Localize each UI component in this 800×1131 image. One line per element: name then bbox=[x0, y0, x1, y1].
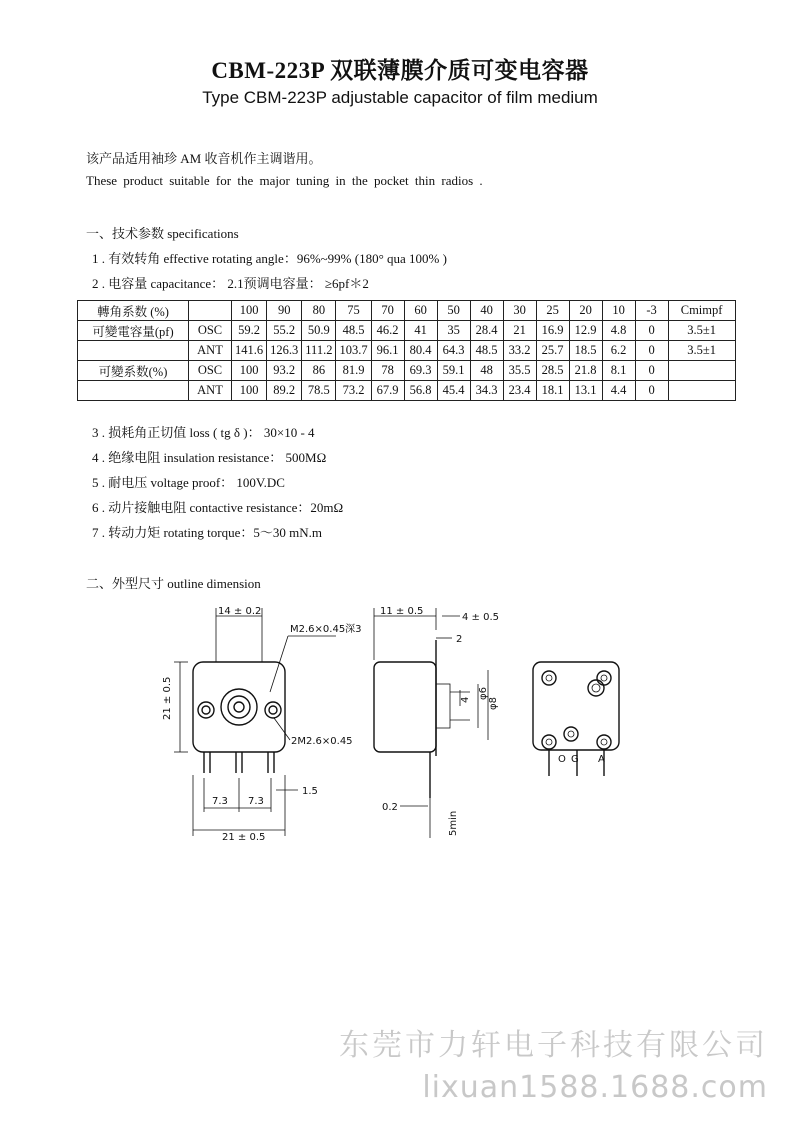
table-cell: ANT bbox=[189, 381, 232, 401]
table-header-row bbox=[78, 301, 736, 321]
table-cell: 67.9 bbox=[371, 381, 404, 401]
table-cell: 35.5 bbox=[503, 361, 536, 381]
table-cell: 3.5±1 bbox=[668, 341, 735, 361]
table-cell: 111.2 bbox=[302, 341, 336, 361]
table-cell: 45.4 bbox=[437, 381, 470, 401]
table-cell: 可變系数(%) bbox=[78, 361, 189, 381]
table-cell: 4.4 bbox=[602, 381, 635, 401]
table-cell: 20 bbox=[569, 301, 602, 321]
table-cell: 30 bbox=[503, 301, 536, 321]
param-capacitance: 2 . 电容量 capacitance： 2.1预调电容量： ≥6pf＊2 bbox=[92, 276, 369, 291]
dim-4-vertical: 4 bbox=[460, 696, 471, 703]
page-subtitle: Type CBM-223P adjustable capacitor of film medium bbox=[202, 88, 598, 107]
front-shaft-inner bbox=[228, 696, 250, 718]
dim-2m26: 2M2.6×0.45 bbox=[291, 736, 353, 747]
table-cell bbox=[189, 301, 232, 321]
table-cell: 141.6 bbox=[232, 341, 267, 361]
table-row bbox=[78, 361, 736, 381]
table-cell: 89.2 bbox=[267, 381, 302, 401]
table-cell: 75 bbox=[336, 301, 371, 321]
table-cell: OSC bbox=[189, 321, 232, 341]
intro-english: These product suitable for the major tuning in the pocket thin radios . bbox=[86, 173, 483, 188]
label-o: O bbox=[558, 754, 566, 765]
table-cell: 可變電容量(pf) bbox=[78, 321, 189, 341]
table-cell: 35 bbox=[437, 321, 470, 341]
table-cell: 12.9 bbox=[569, 321, 602, 341]
dim-phi8: φ8 bbox=[488, 697, 499, 710]
table-cell: 41 bbox=[404, 321, 437, 341]
table-cell: 28.5 bbox=[536, 361, 569, 381]
dim-0-2: 0.2 bbox=[382, 802, 398, 813]
table-cell: 69.3 bbox=[404, 361, 437, 381]
table-cell: 28.4 bbox=[470, 321, 503, 341]
label-g: G bbox=[571, 754, 579, 765]
rear-trimmer-bottom bbox=[564, 727, 578, 741]
table-row bbox=[78, 381, 736, 401]
front-hole-left bbox=[198, 702, 214, 718]
table-cell: 10 bbox=[602, 301, 635, 321]
table-cell: 40 bbox=[470, 301, 503, 321]
watermark-company: 东莞市力轩电子科技有限公司 bbox=[339, 1028, 768, 1063]
dim-4: 4 ± 0.5 bbox=[462, 612, 500, 623]
side-view-shaft bbox=[436, 684, 450, 728]
table-cell bbox=[78, 381, 189, 401]
dim-2: 2 bbox=[456, 634, 463, 645]
section-specifications-heading: 一、技术参数 specifications bbox=[86, 226, 239, 241]
table-cell: 126.3 bbox=[267, 341, 302, 361]
table-cell: 59.1 bbox=[437, 361, 470, 381]
table-cell: 13.1 bbox=[569, 381, 602, 401]
page-title: CBM-223P 双联薄膜介质可变电容器 bbox=[211, 58, 589, 83]
table-cell: 4.8 bbox=[602, 321, 635, 341]
table-cell: 80 bbox=[302, 301, 336, 321]
front-hole-right bbox=[265, 702, 281, 718]
table-cell: 50 bbox=[437, 301, 470, 321]
table-row bbox=[78, 341, 736, 361]
table-cell: 100 bbox=[232, 381, 267, 401]
table-cell: 90 bbox=[267, 301, 302, 321]
param-contact-resistance: 6 . 动片接触电阻 contactive resistance：20mΩ bbox=[92, 500, 344, 515]
table-cell bbox=[78, 341, 189, 361]
table-cell: 86 bbox=[302, 361, 336, 381]
table-cell bbox=[668, 381, 735, 401]
dim-1-5: 1.5 bbox=[302, 786, 318, 797]
table-cell: 100 bbox=[232, 301, 267, 321]
table-cell: 78.5 bbox=[302, 381, 336, 401]
table-cell: 0 bbox=[635, 381, 668, 401]
dim-m26-thread: M2.6×0.45深3 bbox=[290, 624, 362, 635]
table-cell: 33.2 bbox=[503, 341, 536, 361]
table-cell: 16.9 bbox=[536, 321, 569, 341]
table-cell: 34.3 bbox=[470, 381, 503, 401]
dim-21-horizontal: 21 ± 0.5 bbox=[222, 832, 266, 843]
front-shaft-core bbox=[234, 702, 244, 712]
table-cell: 96.1 bbox=[371, 341, 404, 361]
dim-phi6: φ6 bbox=[478, 687, 489, 700]
table-cell: 21 bbox=[503, 321, 536, 341]
table-cell: 8.1 bbox=[602, 361, 635, 381]
table-cell: 3.5±1 bbox=[668, 321, 735, 341]
outline-dimension-drawing bbox=[160, 600, 640, 850]
table-cell: ANT bbox=[189, 341, 232, 361]
table-cell: 46.2 bbox=[371, 321, 404, 341]
watermark-url: lixuan1588.1688.com bbox=[422, 1070, 768, 1105]
table-cell: 55.2 bbox=[267, 321, 302, 341]
table-cell: 64.3 bbox=[437, 341, 470, 361]
dim-5min: 5min bbox=[448, 810, 459, 836]
dim-11: 11 ± 0.5 bbox=[380, 606, 424, 617]
table-row bbox=[78, 321, 736, 341]
table-cell: Cmimpf bbox=[668, 301, 735, 321]
label-a: A bbox=[598, 754, 605, 765]
table-cell: 18.1 bbox=[536, 381, 569, 401]
table-cell: 48.5 bbox=[336, 321, 371, 341]
table-cell: 轉角系数 (%) bbox=[78, 301, 189, 321]
table-cell: 56.8 bbox=[404, 381, 437, 401]
dim-7-3-right: 7.3 bbox=[248, 796, 264, 807]
table-cell bbox=[668, 361, 735, 381]
param-insulation-resistance: 4 . 绝缘电阻 insulation resistance： 500MΩ bbox=[92, 450, 327, 465]
table-cell: 0 bbox=[635, 341, 668, 361]
dim-7-3-left: 7.3 bbox=[212, 796, 228, 807]
param-rotating-torque: 7 . 转动力矩 rotating torque：5～30 mN.m bbox=[92, 525, 323, 540]
table-cell: 93.2 bbox=[267, 361, 302, 381]
table-cell: 0 bbox=[635, 361, 668, 381]
table-cell: 18.5 bbox=[569, 341, 602, 361]
rear-trimmer-top bbox=[588, 680, 604, 696]
side-view-body bbox=[374, 662, 436, 752]
front-shaft-outer bbox=[221, 689, 257, 725]
table-cell: 70 bbox=[371, 301, 404, 321]
table-cell: 48 bbox=[470, 361, 503, 381]
table-cell: 25.7 bbox=[536, 341, 569, 361]
table-cell: 50.9 bbox=[302, 321, 336, 341]
table-cell: 21.8 bbox=[569, 361, 602, 381]
table-cell: 60 bbox=[404, 301, 437, 321]
table-cell: 80.4 bbox=[404, 341, 437, 361]
param-rotating-angle: 1 . 有效转角 effective rotating angle：96%~99% (180° qua 100% ) bbox=[92, 251, 447, 266]
rear-view-body bbox=[533, 662, 619, 750]
intro-chinese: 该产品适用袖珍 AM 收音机作主调谐用。 bbox=[86, 151, 322, 166]
table-cell: 59.2 bbox=[232, 321, 267, 341]
dim-21-vertical: 21 ± 0.5 bbox=[162, 676, 173, 720]
capacitance-table bbox=[77, 300, 736, 401]
table-cell: 73.2 bbox=[336, 381, 371, 401]
param-voltage-proof: 5 . 耐电压 voltage proof： 100V.DC bbox=[92, 475, 285, 490]
table-cell: 0 bbox=[635, 321, 668, 341]
table-cell: 25 bbox=[536, 301, 569, 321]
table-cell: 48.5 bbox=[470, 341, 503, 361]
dim-14: 14 ± 0.2 bbox=[218, 606, 262, 617]
param-loss-tangent: 3 . 损耗角正切值 loss ( tg δ )： 30×10 - 4 bbox=[92, 425, 315, 440]
table-cell: 23.4 bbox=[503, 381, 536, 401]
section-outline-heading: 二、外型尺寸 outline dimension bbox=[86, 576, 261, 591]
table-cell: 81.9 bbox=[336, 361, 371, 381]
table-cell: -3 bbox=[635, 301, 668, 321]
table-cell: OSC bbox=[189, 361, 232, 381]
table-cell: 6.2 bbox=[602, 341, 635, 361]
table-cell: 78 bbox=[371, 361, 404, 381]
table-cell: 103.7 bbox=[336, 341, 371, 361]
table-cell: 100 bbox=[232, 361, 267, 381]
